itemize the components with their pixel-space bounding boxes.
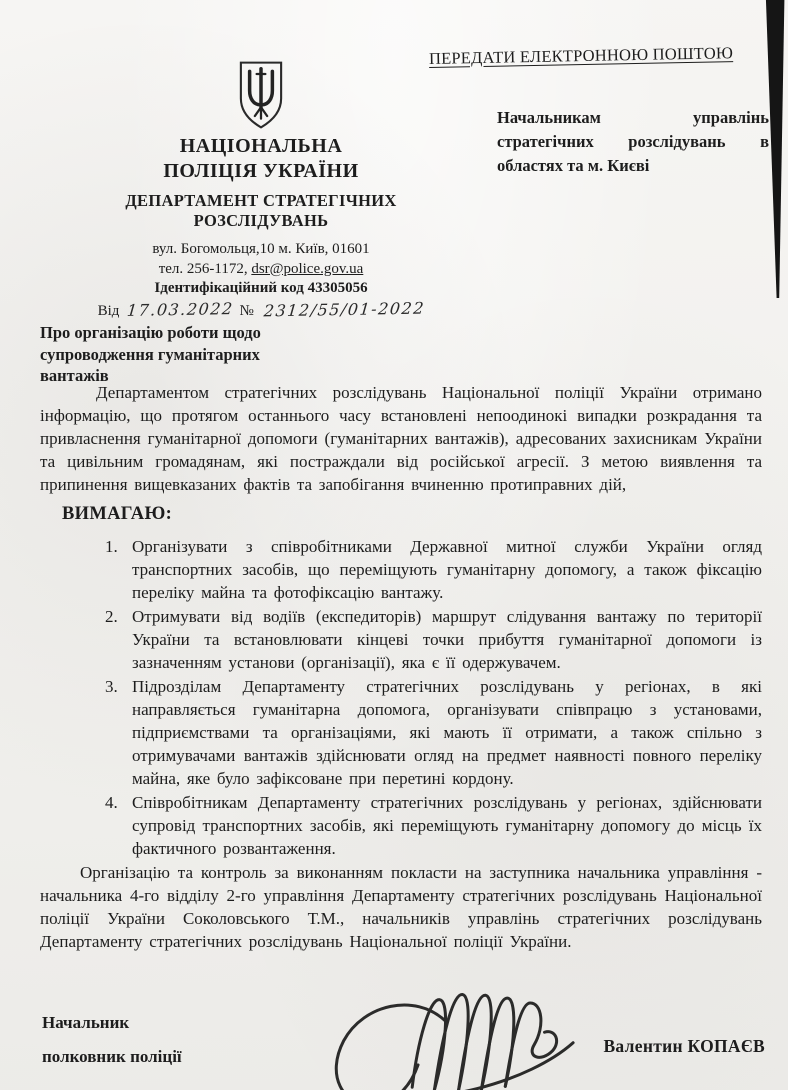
signer-title-line2: полковник поліції	[42, 1047, 182, 1066]
list-item-number: 1.	[105, 537, 118, 556]
reference-line	[96, 300, 426, 322]
list-item	[105, 535, 762, 604]
contact-block	[96, 240, 426, 321]
addressee-block: Начальникам управлінь стратегічних розслідувань в областях та м. Києві	[497, 108, 769, 175]
list-item-number: 2.	[105, 607, 118, 626]
department-name-line2: РОЗСЛІДУВАНЬ	[193, 211, 329, 230]
email-address: dsr@police.gov.ua	[251, 260, 364, 277]
list-item	[105, 675, 762, 790]
demand-list	[40, 535, 762, 860]
transmit-note-text: ПЕРЕДАТИ ЕЛЕКТРОННОЮ ПОШТОЮ	[428, 43, 734, 68]
signer-title	[42, 1006, 182, 1074]
signer-title-line1: Начальник	[42, 1013, 130, 1032]
handwritten-date: 17.03.2022	[126, 298, 235, 320]
department-name-line1: ДЕПАРТАМЕНТ СТРАТЕГІЧНИХ	[125, 191, 397, 210]
handwritten-ref-number: 2312/55/01-2022	[262, 298, 426, 320]
closing-paragraph: Організацію та контроль за виконанням покласти на заступника начальника управління - начальника 4-го відділу 2-го управління Департаменту стратегічних розслідувань Національної поліції України Соколовського Т.М., начальників управлінь стратегічних розслідувань Департаменту стратегічних розслідувань Національної поліції України.	[40, 863, 762, 951]
list-item-text: Отримувати від водіїв (експедиторів) маршрут слідування вантажу по території України та встановлювати кінцеві точки прибуття гуманітарної допомоги із зазначенням установи (організації), яка є її одержувачем.	[132, 607, 762, 672]
org-name-line2: ПОЛІЦІЯ УКРАЇНИ	[163, 160, 359, 182]
list-item-number: 3.	[105, 677, 118, 696]
handwritten-signature-scribble	[315, 978, 631, 1090]
demand-heading: ВИМАГАЮ:	[62, 504, 173, 524]
department-name	[96, 191, 426, 231]
org-name-line1: НАЦІОНАЛЬНА	[179, 135, 343, 157]
intro-paragraph: Департаментом стратегічних розслідувань Національної поліції України отримано інформацію, що протягом останнього часу встановлені непоодинокі випадки розкрадання та привласнення гуманітарної допомоги (гуманітарних вантажів), адресованих захисникам України та цивільним громадянам, які постраждали від російської агресії. З метою виявлення та припинення вищевказаних фактів та запобігання вчиненню протиправних дій,	[40, 383, 762, 494]
phone-number: тел. 256-1172,	[158, 260, 252, 277]
list-item	[105, 791, 762, 860]
transmit-note	[429, 43, 739, 69]
letterhead	[96, 60, 426, 321]
list-item-text: Співробітникам Департаменту стратегічних розслідувань у регіонах, здійснювати супровід транспортних засобів, які переміщують гуманітарну допомогу до місць їх фактичного розвантаження.	[132, 793, 762, 858]
list-item-text: Підрозділам Департаменту стратегічних розслідувань у регіонах, в які направляється гуманітарна допомога, організувати співпрацю з установами, підприємствами та організаціями, які мають її отримати, а також спільно з отримувачами вантажів здійснювати огляд на предмет наявності повного переліку майна, яке було зафіксоване при перетині кордону.	[132, 677, 762, 788]
document-body	[40, 381, 762, 953]
list-item	[105, 605, 762, 674]
phone-email-line	[96, 260, 426, 280]
signer-name: Валентин КОПАЄВ	[603, 1036, 765, 1056]
street-address: вул. Богомольця,10 м. Київ, 01601	[152, 241, 370, 257]
ref-number-sign: №	[239, 302, 254, 319]
subject-line: Про організацію роботи щодо супроводження гуманітарних вантажів	[40, 323, 261, 385]
org-name	[96, 134, 426, 184]
list-item-number: 4.	[105, 793, 118, 812]
tryzub-shield-icon	[234, 60, 288, 130]
ref-prefix: Від	[97, 302, 120, 319]
id-code-line: Ідентифікаційний код 43305056	[154, 280, 368, 296]
list-item-text: Організувати з співробітниками Державної митної служби України огляд транспортних засобів, що переміщують гуманітарну допомогу, а також фіксацію переліку майна та фотофіксацію вантажу.	[132, 537, 762, 602]
